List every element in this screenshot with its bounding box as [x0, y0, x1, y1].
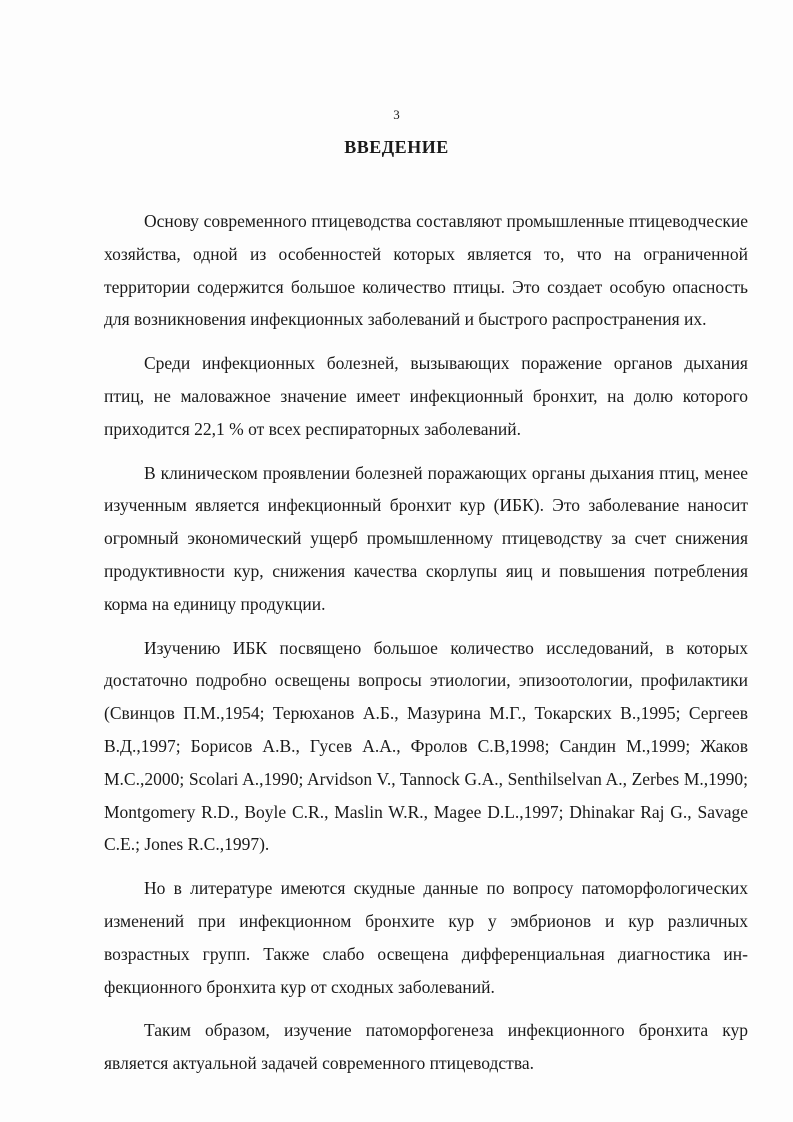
paragraph: В клиническом проявлении болезней поражающих органы дыхания птиц, менее изученным является инфекционный бронхит кур (ИБК). Это заболевание наносит огромный экономический ущерб промышленному птицеводству за счет снижения продуктивности кур, снижения качества скорлупы яиц и повышения потребления корма на единицу продукции. [104, 462, 748, 614]
page-title: ВВЕДЕНИЕ [344, 137, 449, 157]
document-body [104, 205, 748, 1091]
paragraph: Но в литературе имеются скудные данные по вопросу патоморфологических изменений при инфекционном бронхите кур у эмбрионов и кур различных возрастных групп. Также слабо освещена дифференциальная диагностика инфекционного бронхита кур от сходных заболеваний. [104, 878, 748, 997]
page-number: 3 [393, 107, 400, 122]
paragraph: Основу современного птицеводства составляют промышленные птицеводческие хозяйства, одной из особенностей которых является то, что на ограниченной территории содержится большое количество птицы. Это создает особую опасность для возникновения инфекционных заболеваний и быстрого распространения их. [104, 211, 748, 330]
paragraph: Изучению ИБК посвящено большое количество исследований, в которых достаточно подробно освещены вопросы этиологии, эпизоотологии, профилактики (Свинцов П.М.,1954; Терюханов А.Б., Мазурина М.Г., Токарских В.,1995; Сергеев В.Д.,1997; Борисов А.В., Гусев А.А., Фролов С.В,1998; Сандин М.,1999; Жаков М.С.,2000; Scolari A.,1990; Arvidson V., Tannock G.A., Senthilselvan A., Zerbes M.,1990; Montgomery R.D., Boyle C.R., Maslin W.R., Magee D.L.,1997; Dhinakar Raj G., Savage C.E.; Jones R.C.,1997). [104, 637, 748, 855]
paragraph: Среди инфекционных болезней, вызывающих поражение органов дыхания птиц, не маловажное значение имеет инфекционный бронхит, на долю которого приходится 22,1 % от всех респираторных заболеваний. [104, 353, 748, 439]
paragraph: Таким образом, изучение патоморфогенеза инфекционного бронхита кур является актуальной задачей современного птицеводства. [104, 1020, 748, 1074]
